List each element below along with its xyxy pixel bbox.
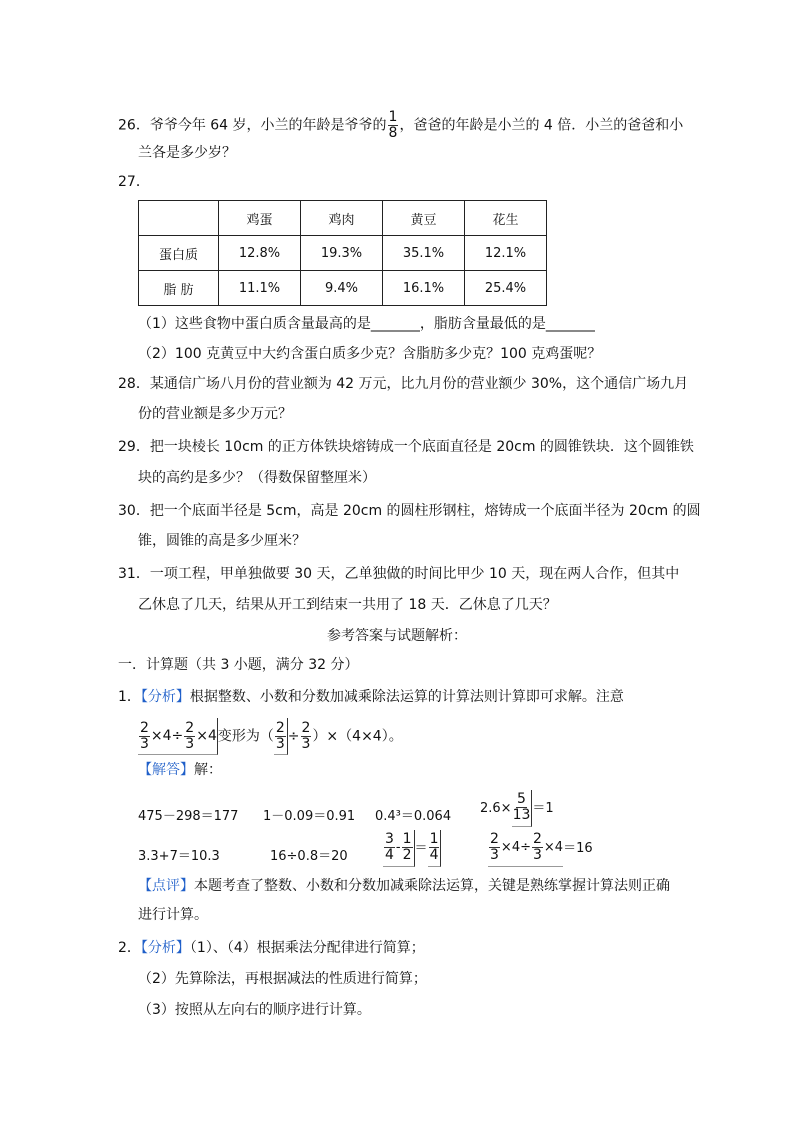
q30-line1: 30．把一个底面半径是 5cm，高是 20cm 的圆柱形钢柱，熔铸成一个底面半径为 20cm 的圆	[118, 503, 701, 519]
q29-line2: 块的高约是多少？（得数保留整厘米）	[138, 470, 376, 486]
denominator: 3	[532, 847, 542, 863]
answer-lead: 解：	[194, 762, 222, 778]
a2-num: 2．	[118, 940, 141, 956]
denominator: 8	[388, 125, 398, 141]
numerator: 1	[429, 831, 439, 847]
denominator: 2	[402, 847, 412, 863]
q26-line2: 兰各是多少岁？	[138, 145, 236, 161]
fraction	[139, 721, 150, 752]
analysis-text: （1）、（4）根据乘法分配律进行简算；	[189, 940, 425, 956]
expr-text: ）×（4×4）。	[312, 728, 403, 745]
analysis-tag: 【分析】	[140, 689, 190, 705]
fraction	[384, 832, 395, 863]
table-cell: 35.1%	[383, 236, 465, 271]
table-cell: 11.1%	[219, 271, 301, 306]
numerator: 2	[275, 719, 285, 736]
expr-text: ×4÷	[500, 840, 531, 855]
fraction	[275, 721, 286, 752]
denominator: 3	[490, 847, 499, 863]
table-cell: 蛋白质	[139, 236, 219, 271]
a1-analysis	[118, 688, 624, 706]
denominator: 3	[275, 735, 285, 752]
table-cell: 16.1%	[383, 271, 465, 306]
table-cell: 9.4%	[301, 271, 383, 306]
numerator: 5	[517, 791, 526, 807]
analysis-line2: （2）先算除法，再根据减法的性质进行简算；	[138, 971, 427, 987]
q29-line1: 29．把一块棱长 10cm 的正方体铁块熔铸成一个底面直径是 20cm 的圆锥铁块．这个圆锥铁	[118, 439, 694, 455]
q28-line1: 28．某通信广场八月份的营业额为 42 万元，比九月份的营业额少 30%，这个通信广场九月	[118, 376, 689, 392]
table-cell: 花生	[465, 201, 547, 236]
table-cell: 12.1%	[465, 236, 547, 271]
calc-result: 475－298＝177	[138, 809, 239, 824]
table-header-row	[139, 201, 547, 236]
a2-analysis	[118, 939, 425, 957]
q31-line2: 乙休息了几天，结果从开工到结束一共用了 18 天．乙休息了几天？	[138, 597, 557, 613]
a1-num: 1．	[118, 689, 141, 705]
analysis-text: 根据整数、小数和分数加减乘除法运算的计算法则计算即可求解。注意	[189, 689, 624, 705]
fraction	[429, 832, 440, 863]
numerator: 1	[388, 109, 398, 125]
calc-result	[480, 790, 554, 827]
fraction	[489, 832, 500, 863]
numerator: 2	[532, 831, 542, 847]
q26-text2: ，爸爸的年龄是小兰的 4 倍．小兰的爸爸和小	[399, 117, 684, 134]
denominator: 4	[429, 847, 439, 863]
fraction-box	[428, 830, 442, 867]
fraction	[513, 792, 531, 823]
a1-answer-lead	[138, 761, 222, 779]
numerator: 1	[402, 831, 412, 847]
numerator: 2	[490, 831, 499, 847]
answers-title: 参考答案与试题解析：	[327, 628, 467, 644]
question-26	[118, 110, 683, 141]
numerator: 2	[185, 719, 195, 736]
numerator: 3	[385, 831, 394, 847]
fraction	[388, 110, 399, 141]
comment-text: 本题考查了整数、小数和分数加减乘除法运算，关键是熟练掌握计算法则正确	[194, 878, 670, 894]
calc-result: 0.4³＝0.064	[375, 809, 452, 824]
q31-line1: 31．一项工程，甲单独做要 30 天，乙单独做的时间比甲少 10 天，现在两人合作，但其中	[118, 566, 680, 582]
table-row	[139, 236, 547, 271]
a1-formula	[138, 718, 403, 755]
nutrition-table	[138, 200, 547, 306]
table-cell: 19.3%	[301, 236, 383, 271]
denominator: 13	[512, 807, 531, 823]
expr-text: ×4÷	[150, 728, 184, 744]
answer-tag: 【解答】	[138, 762, 194, 778]
expression-box	[138, 718, 218, 755]
numerator: 2	[301, 720, 311, 736]
q27-sub1: （1）这些食物中蛋白质含量最高的是_______，脂肪含量最低的是_______	[138, 316, 595, 332]
fraction	[402, 832, 413, 863]
denominator: 3	[185, 735, 195, 752]
expr-text: 2.6×	[480, 801, 512, 816]
numerator: 2	[140, 719, 149, 736]
table-row	[139, 271, 547, 306]
q27-sub2: （2）100 克黄豆中大约含蛋白质多少克？含脂肪多少克？100 克鸡蛋呢？	[138, 346, 602, 362]
transform-text: 变形为（	[217, 728, 274, 745]
a1-comment	[138, 877, 670, 895]
calc-result	[488, 830, 593, 867]
denominator: 3	[140, 735, 149, 752]
q28-line2: 份的营业额是多少万元？	[138, 406, 292, 422]
table-cell: 鸡肉	[301, 201, 383, 236]
fraction	[184, 721, 195, 752]
table-cell	[139, 201, 219, 236]
table-cell: 12.8%	[219, 236, 301, 271]
comment-tag: 【点评】	[138, 878, 194, 894]
comment-text2: 进行计算。	[138, 907, 208, 923]
analysis-line3: （3）按照从左向右的顺序进行计算。	[138, 1002, 371, 1018]
table-cell: 25.4%	[465, 271, 547, 306]
fraction	[301, 721, 312, 752]
fraction-box	[512, 790, 533, 827]
expression-box	[383, 830, 415, 867]
q30-line2: 锥，圆锥的高是多少厘米？	[138, 533, 306, 549]
expr-text: ＝16	[563, 841, 593, 856]
calc-result	[383, 830, 441, 867]
fraction-box	[274, 718, 288, 755]
q27-label: 27．	[118, 174, 150, 190]
table-cell: 鸡蛋	[219, 201, 301, 236]
calc-result: 1－0.09＝0.91	[263, 809, 356, 824]
section-heading: 一．计算题（共 3 小题，满分 32 分）	[118, 657, 359, 673]
expr-text: ÷	[287, 728, 300, 745]
expr-text: ×4	[543, 840, 564, 855]
table-cell: 脂 肪	[139, 271, 219, 306]
q26-text: 26．爷爷今年 64 岁，小兰的年龄是爷爷的	[118, 117, 387, 134]
analysis-tag: 【分析】	[140, 940, 190, 956]
expr-text: ＝1	[532, 801, 554, 816]
expr-text: -	[395, 840, 401, 855]
calc-result: 16÷0.8＝20	[270, 849, 348, 864]
calc-result: 3.3+7＝10.3	[138, 849, 220, 864]
expr-text: ×4	[196, 728, 217, 744]
denominator: 4	[385, 847, 394, 863]
denominator: 3	[301, 736, 311, 752]
expr-text: ＝	[414, 841, 428, 856]
fraction	[532, 832, 543, 863]
table-cell: 黄豆	[383, 201, 465, 236]
expression-box	[488, 830, 563, 867]
